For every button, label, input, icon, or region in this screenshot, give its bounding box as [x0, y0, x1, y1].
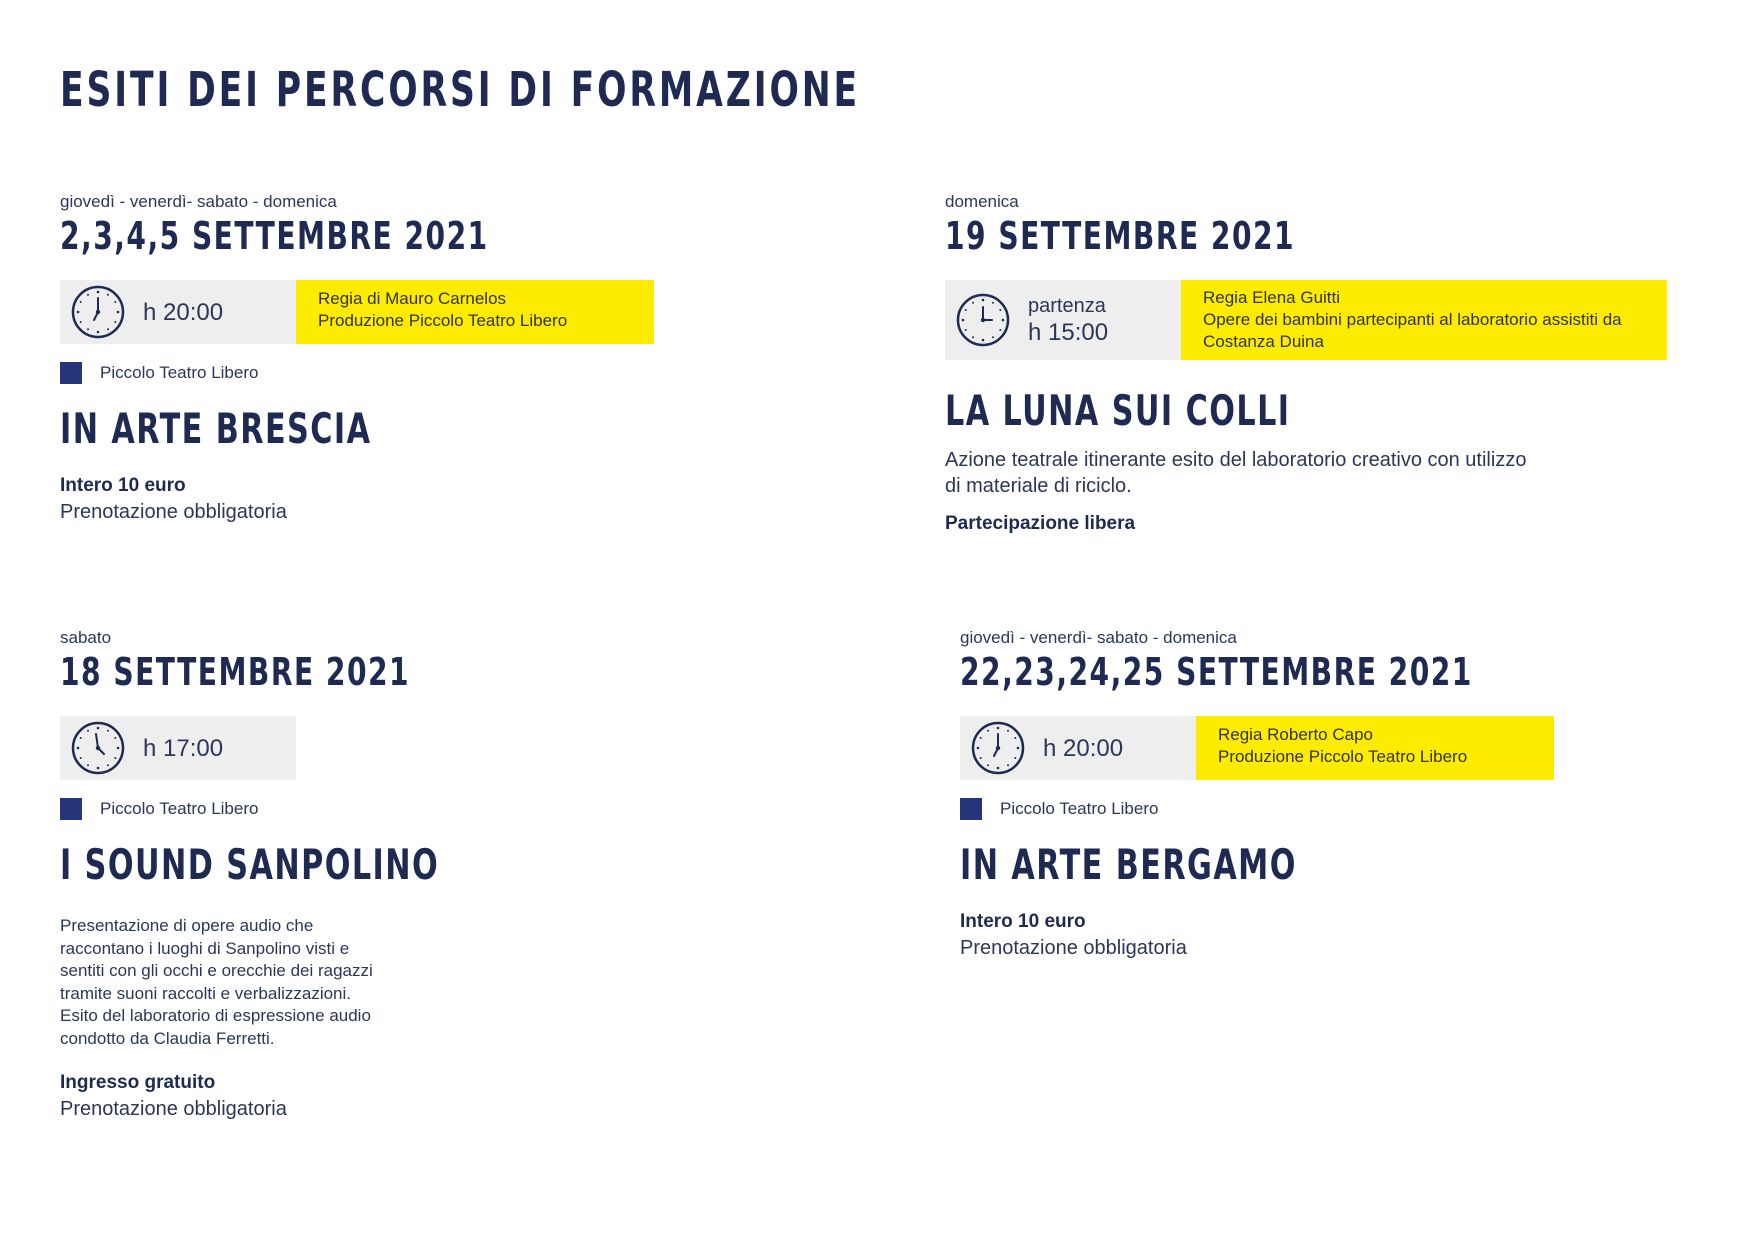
event-description-line: Azione teatrale itinerante esito del laboratorio creativo con utilizzo [945, 449, 1527, 471]
event-description-line: sentiti con gli occhi e orecchie dei ragazzi [60, 961, 373, 980]
event-info-row [945, 280, 1705, 360]
event-info-row [60, 280, 820, 344]
event-title: LA LUNA SUI COLLI [945, 386, 1291, 435]
event-title: IN ARTE BERGAMO [960, 840, 1297, 889]
event-time: h 20:00 [143, 298, 224, 326]
event-in-arte-brescia [60, 192, 820, 524]
event-time: h 17:00 [143, 734, 224, 762]
event-description-line: raccontano i luoghi di Sanpolino visti e [60, 938, 350, 958]
event-i-sound-sanpolino [60, 628, 820, 1121]
time-box [960, 716, 1196, 780]
credit-line: Regia di Mauro Carnelos [318, 289, 507, 308]
event-date: 2,3,4,5 SETTEMBRE 2021 [60, 214, 489, 258]
time-box [60, 716, 296, 780]
event-price: Ingresso gratuito [60, 1072, 216, 1093]
clock-icon [71, 721, 125, 775]
venue-marker [60, 362, 82, 384]
credit-line: Costanza Duina [1203, 332, 1324, 351]
credit-line: Opere dei bambini partecipanti al laboratorio assistiti da [1203, 310, 1622, 329]
credit-line: Regia Elena Guitti [1203, 288, 1341, 307]
event-la-luna-sui-colli [945, 192, 1705, 535]
event-price: Intero 10 euro [960, 911, 1086, 932]
venue [60, 798, 820, 820]
event-description-line: Presentazione di opere audio che [60, 916, 314, 935]
clock-icon [971, 721, 1025, 775]
event-note: Prenotazione obbligatoria [960, 937, 1187, 959]
event-price: Partecipazione libera [945, 513, 1136, 534]
venue [960, 798, 1720, 820]
venue [60, 362, 820, 384]
credit-line: Regia Roberto Capo [1218, 725, 1373, 744]
event-days: giovedì - venerdì- sabato - domenica [60, 192, 337, 211]
event-title: I SOUND SANPOLINO [60, 840, 440, 889]
event-time: h 15:00 [1028, 318, 1109, 346]
event-days: domenica [945, 192, 1019, 211]
event-title: IN ARTE BRESCIA [60, 404, 372, 453]
credits-box [1196, 716, 1554, 780]
clock-icon [71, 285, 125, 339]
time-box [945, 280, 1181, 360]
event-time-group [1028, 294, 1108, 347]
event-price: Intero 10 euro [60, 475, 186, 496]
event-date: 22,23,24,25 SETTEMBRE 2021 [960, 650, 1473, 694]
event-description-line: tramite suoni raccolti e verbalizzazioni. [60, 983, 352, 1003]
event-note: Prenotazione obbligatoria [60, 501, 287, 523]
venue-marker [960, 798, 982, 820]
venue-label: Piccolo Teatro Libero [100, 363, 259, 382]
event-description-line: condotto da Claudia Ferretti. [60, 1028, 275, 1048]
event-description-line: di materiale di riciclo. [945, 475, 1132, 497]
credit-line: Produzione Piccolo Teatro Libero [1218, 747, 1468, 766]
page-title: ESITI DEI PERCORSI DI FORMAZIONE [60, 62, 860, 118]
event-days: giovedì - venerdì- sabato - domenica [960, 628, 1237, 647]
event-time-prefix: partenza [1028, 294, 1106, 317]
event-in-arte-bergamo [960, 628, 1720, 960]
credits-box [1181, 280, 1667, 360]
event-description-line: Esito del laboratorio di espressione audio [60, 1006, 371, 1025]
event-date: 18 SETTEMBRE 2021 [60, 650, 411, 694]
event-time: h 20:00 [1043, 734, 1124, 762]
time-box [60, 280, 296, 344]
event-info-row [960, 716, 1720, 780]
event-info-row [60, 716, 820, 780]
credit-line: Produzione Piccolo Teatro Libero [318, 311, 568, 330]
event-days: sabato [60, 628, 112, 647]
credits-box [296, 280, 654, 344]
venue-marker [60, 798, 82, 820]
event-note: Prenotazione obbligatoria [60, 1098, 287, 1120]
clock-icon [956, 293, 1010, 347]
venue-label: Piccolo Teatro Libero [1000, 799, 1159, 818]
venue-label: Piccolo Teatro Libero [100, 799, 259, 818]
event-date: 19 SETTEMBRE 2021 [945, 214, 1296, 258]
